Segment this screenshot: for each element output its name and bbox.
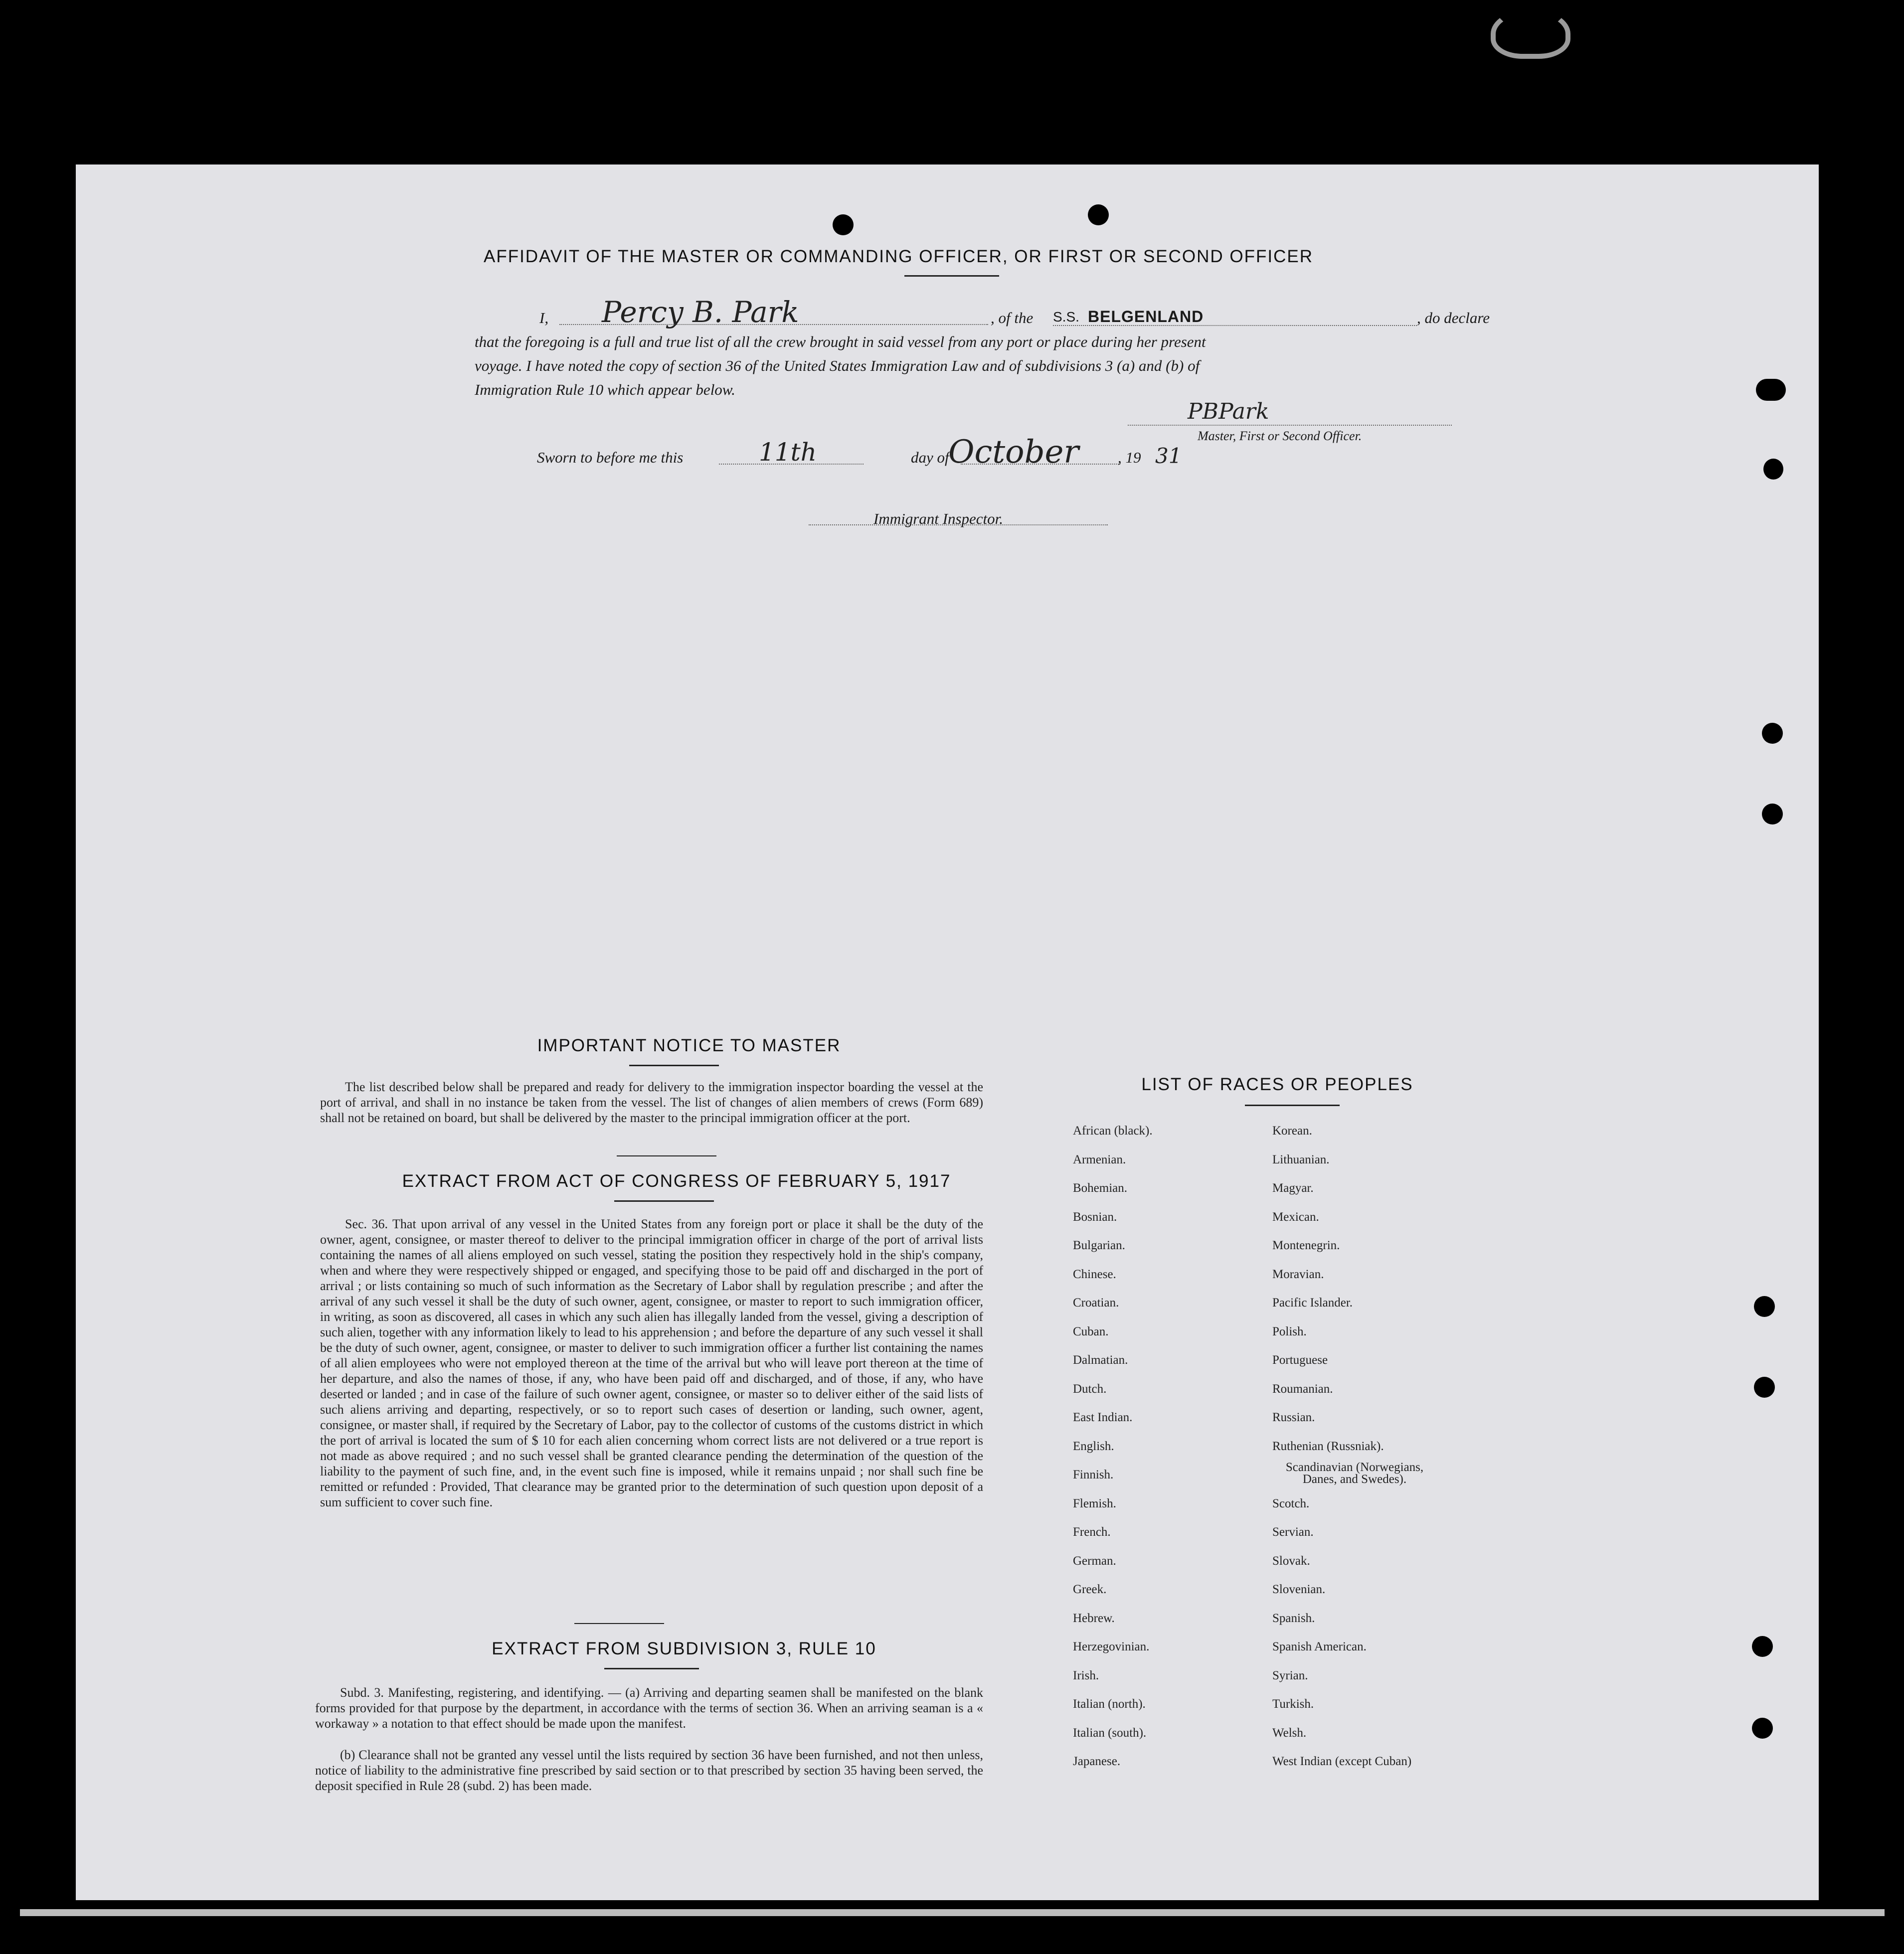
ship-name: BELGENLAND (1088, 308, 1204, 326)
race-item: Roumanian. (1272, 1382, 1333, 1396)
race-item: Korean. (1272, 1124, 1312, 1138)
race-item: Moravian. (1272, 1267, 1324, 1281)
punch-hole (1762, 723, 1783, 744)
race-item: Finnish. (1073, 1468, 1114, 1481)
film-corner-mark (1491, 9, 1570, 59)
race-item: Lithuanian. (1272, 1152, 1330, 1166)
year-prefix: , 19 (1118, 449, 1141, 466)
signer-title: Master, First or Second Officer. (1198, 429, 1362, 443)
inspector-label: Immigrant Inspector. (873, 510, 1004, 527)
races-title: LIST OF RACES OR PEOPLES (1141, 1075, 1413, 1094)
punch-hole (1754, 1377, 1775, 1398)
race-item: Bulgarian. (1073, 1239, 1125, 1252)
punch-hole (1088, 204, 1109, 225)
races-rule (1245, 1105, 1340, 1106)
notice-rule (629, 1065, 719, 1066)
notice-text: The list described below shall be prepared and ready for delivery to the immigration inspector boarding the vessel at the port of arrival, and shall in no instance be taken from the vessel. The list of changes of alien members of crews (Form 689) shall not be retained on board, but shall be delivered by the master to the principal immigration officer at the port. (320, 1080, 983, 1125)
race-item: Ruthenian (Russniak). (1272, 1439, 1384, 1453)
punch-hole (833, 214, 854, 235)
act-text: Sec. 36. That upon arrival of any vessel in the United States from any foreign port or place it shall be the duty of the owner, agent, consignee, or master thereof to deliver to the principal immigration officer in charge of the port of arrival lists containing the names of all aliens employed on such vessel, stating the position they respectively hold in the ship's company, when and where they were respectively shipped or engaged, and specifying those to be paid off and discharged in the port of arrival ; or lists containing so much of such information as the Secretary of Labor shall by regulation prescribe ; and after the arrival of any such vessel it shall be the duty of such owner, agent, consignee, or master to report to such immigration officer, in writing, as soon as discovered, all cases in which any such alien has illegally landed from the vessel, giving a description of such alien, together with any information likely to lead to his apprehension ; and before the departure of any such vessel it shall be the duty of such owner, agent, consignee, or master to deliver to such immigration officer a further list containing the names of all alien employees who were not employed thereon at the time of the arrival but who will leave port thereon at the time of her departure, and also the names of those, if any, who have been paid off and discharged, and of those, if any, who have deserted or landed ; and in case of the failure of such owner agent, consignee, or master so to deliver either of the said lists of such aliens arriving and departing, respectively, or so to report such cases of desertion or landing, such owner, agent, consignee, or master shall, if required by the Secretary of Labor, pay to the collector of customs of the customs district in which the port of arrival is located the sum of $ 10 for each alien concerning whom correct lists are not delivered or a true report is not made as above required ; and no such vessel shall be granted clearance pending the determination of the question of the liability to the payment of such fine, and, in the event such fine is imposed, while it remains unpaid ; nor shall such fine be remitted or refunded : Provided, That clearance may be granted prior to the determination of such question upon deposit of a sum sufficient to cover such fine. (320, 1217, 983, 1509)
sworn-month: October (948, 434, 1079, 471)
affidavit-line-3: voyage. I have noted the copy of section 36 of the United States Immigration Law and of subdivisions 3 (a) and (b) of (475, 357, 1200, 374)
punch-hole (1752, 1636, 1773, 1657)
race-item: English. (1073, 1439, 1114, 1453)
race-item: Herzegovinian. (1073, 1640, 1150, 1653)
sworn-label: Sworn to before me this (537, 449, 684, 466)
race-item: Dutch. (1073, 1382, 1107, 1396)
race-item: Portuguese (1272, 1353, 1328, 1367)
race-item: Japanese. (1073, 1755, 1121, 1768)
race-item: African (black). (1073, 1124, 1153, 1138)
race-item: Russian. (1272, 1411, 1315, 1424)
title-rule (904, 275, 999, 277)
race-item: Bosnian. (1073, 1210, 1117, 1224)
race-item: Irish. (1073, 1668, 1099, 1682)
race-item: Chinese. (1073, 1267, 1116, 1281)
race-item: Welsh. (1272, 1726, 1307, 1740)
punch-hole (1752, 1718, 1773, 1739)
race-item: Slovenian. (1272, 1583, 1326, 1596)
affidavit-line-4: Immigration Rule 10 which appear below. (475, 381, 735, 398)
ship-line (1053, 325, 1417, 326)
act-rule (614, 1200, 714, 1202)
affidavit-line-2: that the foregoing is a full and true list of all the crew brought in said vessel from any port or place during her present (475, 333, 1206, 350)
act-end-rule (574, 1623, 664, 1624)
film-bottom-strip (20, 1909, 1885, 1916)
race-item: Scandinavian (Norwegians, Danes, and Swedes). (1285, 1461, 1424, 1486)
declarant-prefix: I, (539, 309, 549, 326)
ship-prefix: S.S. (1053, 309, 1079, 325)
race-item: West Indian (except Cuban) (1272, 1755, 1412, 1768)
race-item: Bohemian. (1073, 1181, 1128, 1195)
notice-end-rule (617, 1155, 716, 1156)
notice-title: IMPORTANT NOTICE TO MASTER (537, 1036, 841, 1055)
punch-hole (1763, 459, 1783, 480)
race-item: Spanish. (1272, 1611, 1315, 1625)
sworn-year: 31 (1155, 444, 1182, 468)
act-title: EXTRACT FROM ACT OF CONGRESS OF FEBRUARY 5, 1917 (402, 1171, 951, 1191)
signature-line (1128, 425, 1452, 426)
rule-text-a: Subd. 3. Manifesting, registering, and identifying. — (a) Arriving and departing seamen shall be manifested on the blank forms provided for that purpose by the department, in accordance with the terms of section 36. When an arriving seaman is a « workaway » a notation to that effect should be made upon the manifest. (315, 1685, 983, 1731)
race-item: Italian (north). (1073, 1697, 1146, 1711)
affidavit-title: AFFIDAVIT OF THE MASTER OR COMMANDING OFFICER, OR FIRST OR SECOND OFFICER (483, 247, 1314, 266)
race-item: Greek. (1073, 1583, 1107, 1596)
race-item: Montenegrin. (1272, 1239, 1340, 1252)
race-item: Pacific Islander. (1272, 1296, 1353, 1309)
race-item: Slovak. (1272, 1554, 1310, 1568)
punch-hole (1762, 804, 1783, 824)
race-item: Dalmatian. (1073, 1353, 1128, 1367)
race-item: Polish. (1272, 1324, 1307, 1338)
race-item: Scotch. (1272, 1496, 1310, 1510)
punch-hole (1756, 379, 1786, 401)
document-page (76, 164, 1819, 1900)
rule-text-b: (b) Clearance shall not be granted any vessel until the lists required by section 36 have been furnished, and not then unless, notice of liability to the administrative fine prescribed by said section or to that prescribed by section 35 having been served, the deposit specified in Rule 28 (subd. 2) has been made. (315, 1748, 983, 1793)
race-item: Hebrew. (1073, 1611, 1115, 1625)
race-item: Mexican. (1272, 1210, 1319, 1224)
race-item: Croatian. (1073, 1296, 1119, 1309)
race-item: Italian (south). (1073, 1726, 1147, 1740)
rule-rule (604, 1668, 699, 1669)
punch-hole (1754, 1296, 1775, 1317)
master-signature: PBPark (1188, 399, 1269, 424)
race-item: Cuban. (1073, 1324, 1109, 1338)
master-name: Percy B. Park (602, 295, 799, 329)
race-item: French. (1073, 1525, 1111, 1539)
do-declare-label: , do declare (1417, 309, 1490, 326)
race-item: Spanish American. (1272, 1640, 1367, 1653)
race-item: Flemish. (1073, 1496, 1116, 1510)
race-item: Magyar. (1272, 1181, 1314, 1195)
race-item: Servian. (1272, 1525, 1314, 1539)
race-item: Armenian. (1073, 1152, 1126, 1166)
race-item: East Indian. (1073, 1411, 1133, 1424)
rule-title: EXTRACT FROM SUBDIVISION 3, RULE 10 (492, 1639, 876, 1658)
race-item: German. (1073, 1554, 1116, 1568)
race-item: Syrian. (1272, 1668, 1308, 1682)
sworn-day: 11th (759, 438, 817, 467)
of-the-label: , of the (991, 309, 1034, 326)
race-item: Turkish. (1272, 1697, 1314, 1711)
day-of-label: day of (911, 449, 949, 466)
